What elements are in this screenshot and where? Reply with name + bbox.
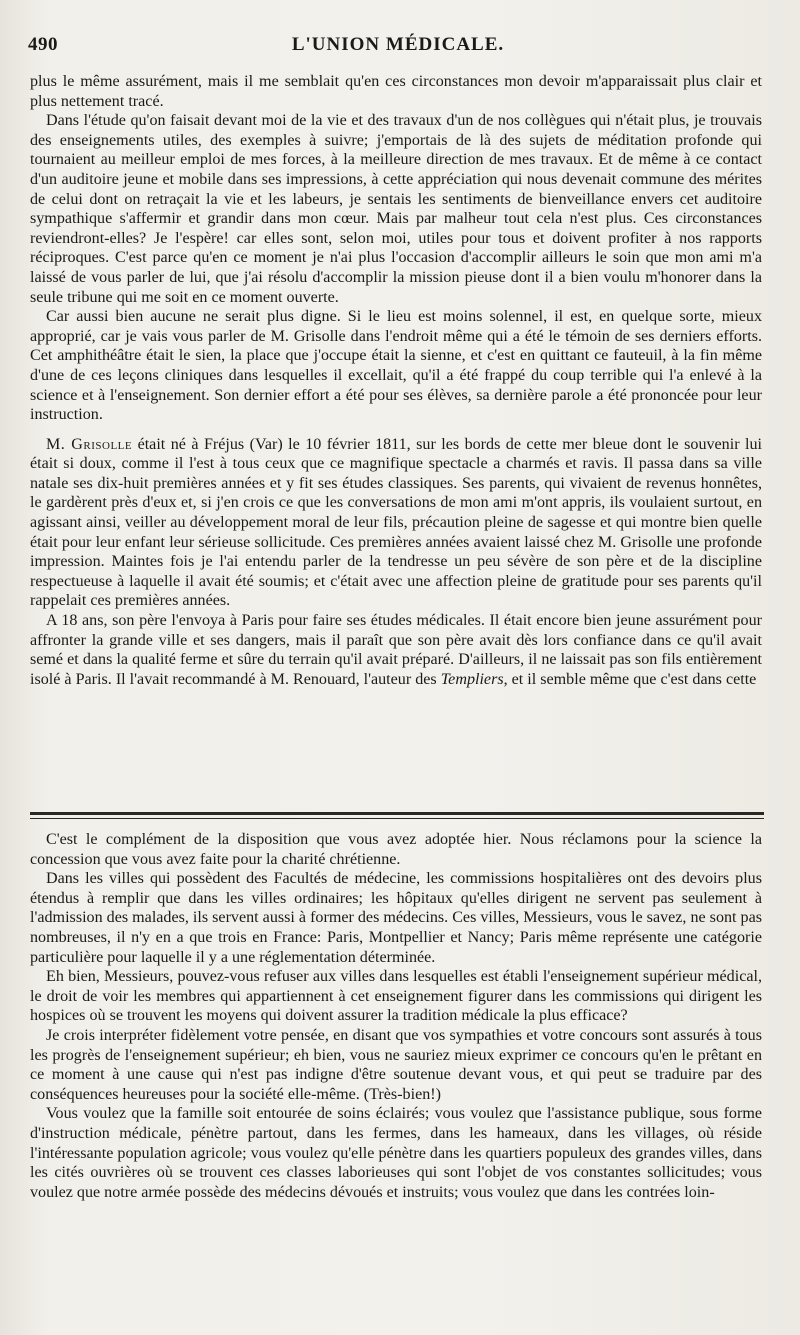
page-header xyxy=(28,34,768,64)
person-name: M. Grisolle xyxy=(46,435,133,453)
article-paragraph xyxy=(30,435,762,611)
feuilleton-body xyxy=(30,830,762,1202)
feuilleton-paragraph: Je crois interpréter fidèlement votre pensée, en disant que vos sympathies et votre concours sont assurés à tous les progrès de l'enseignement supérieur; eh bien, vous ne sauriez mieux exprimer ce concours qu'en le prêtant en ce moment à une cause qui n'est pas indigne d'être soutenue devant vous, et qui peut se traduire par des conséquences heureuses pour la société elle-même. (Très-bien!) xyxy=(30,1026,762,1103)
book-title: Templiers xyxy=(440,670,504,688)
paragraph-text: était né à Fréjus (Var) le 10 février 1811, sur les bords de cette mer bleue dont le souvenir lui était si doux, comme il l'est à tous ceux que ce magnifique spectacle a charmés et ravis. Il passa dans sa ville natale ses dix-huit premières années et y fit ses études classiques. Ses parents, qui vivaient de revenus honnêtes, le gardèrent près d'eux et, si j'en crois ce que les conversations de mon ami m'ont appris, ils voulaient surtout, en agissant ainsi, veiller au développement moral de leur fils, précaution pleine de sagesse et qui montre bien quelle était pour leur enfant leur sérieuse sollicitude. Ces premières années avaient laissé chez M. Grisolle une profonde impression. Maintes fois je l'ai entendu parler de la tendresse un peu sévère de son père et de la discipline respectueuse à laquelle il avait été soumis; et c'était avec une affection pleine de gratitude pour ses parents qu'il rappelait ces premières années. xyxy=(30,435,762,610)
journal-title: L'UNION MÉDICALE. xyxy=(291,34,505,55)
article-paragraph: Dans l'étude qu'on faisait devant moi de la vie et des travaux d'un de nos collègues qui n'était plus, je trouvais des enseignements utiles, des exemples à suivre; j'emportais de là des sujets de méditation profonde qui tournaient au meilleur emploi de mes forces, à la meilleure direction de mes travaux. Et de même à ce contact d'un auditoire jeune et mobile dans ses impressions, à cette appréciation qui nous devenait commune des mérites de celui dont on retraçait la vie et les labeurs, je sentais les sentiments de bienveillance envers cet auditoire sympathique s'affermir et grandir dans mon cœur. Mais par malheur tout cela n'est plus. Ces circonstances reviendront-elles? Je l'espère! car elles sont, selon moi, utiles pour tous et doivent profiter à nos rapports réciproques. C'est parce qu'en ce moment je n'ai plus l'occasion d'accomplir ailleurs le soin que mon ami m'a laissé de vous parler de lui, que j'ai résolu d'accomplir la mission pieuse dont il a bien voulu m'honorer dans la seule tribune qui me soit en ce moment ouverte. xyxy=(30,112,762,306)
article-body xyxy=(30,72,762,689)
article-paragraph: plus le même assurément, mais il me semblait qu'en ces circonstances mon devoir m'apparaissait plus clair et plus nettement tracé. xyxy=(30,73,762,110)
page-number: 490 xyxy=(28,34,58,55)
separator-rule-thick xyxy=(30,812,764,815)
feuilleton-paragraph: Eh bien, Messieurs, pouvez-vous refuser aux villes dans lesquelles est établi l'enseignement supérieur médical, le droit de voir les membres qui appartiennent à cet enseignement figurer dans les commissions qui dirigent les hospices où se trouvent les moyens qui doivent assurer la tradition médicale la plus efficace? xyxy=(30,968,762,1025)
paragraph-text: A 18 ans, son père l'envoya à Paris pour faire ses études médicales. Il était encore bien jeune assurément pour affronter la grande ville et ses dangers, mais il paraît que son père avait dès lors confiance dans ce qu'il avait semé et dans la qualité ferme et sûre du terrain qu'il avait préparé. D'ailleurs, il ne laissait pas son fils entièrement isolé à Paris. Il l'avait recommandé à M. Renouard, l'auteur des xyxy=(30,612,762,688)
feuilleton-paragraph: C'est le complément de la disposition que vous avez adoptée hier. Nous réclamons pour la science la concession que vous avez faite pour la charité chrétienne. xyxy=(30,831,762,868)
paragraph-text: , et il semble même que c'est dans cette xyxy=(503,670,757,688)
article-paragraph: Car aussi bien aucune ne serait plus digne. Si le lieu est moins solennel, il est, en quelque sorte, mieux approprié, car je vais vous parler de M. Grisolle dans l'endroit même qui a été le témoin de ses derniers efforts. Cet amphithéâtre était le sien, la place que j'occupe était la sienne, et c'est en quittant ce fauteuil, à la fin même d'une de ces leçons cliniques dans lesquelles il excellait, qu'il a été frappé du coup terrible qui l'a enlevé à la science et à l'enseignement. Son dernier effort a été pour ses élèves, sa dernière parole a été prononcée pour leur instruction. xyxy=(30,308,762,424)
feuilleton-paragraph: Vous voulez que la famille soit entourée de soins éclairés; vous voulez que l'assistance publique, sous forme d'instruction médicale, pénètre partout, dans les fermes, dans les hameaux, dans les villages, où réside l'intéressante population agricole; vous voulez qu'elle pénètre dans les quartiers populeux des grandes villes, dans les cités ouvrières où se trouvent ces classes laborieuses qui sont l'objet de vos constantes sollicitudes; vous voulez que notre armée possède des médecins dévoués et instruits; vous voulez que dans les contrées loin- xyxy=(30,1105,762,1201)
feuilleton-paragraph: Dans les villes qui possèdent des Facultés de médecine, les commissions hospitalières ont des devoirs plus étendus à remplir que dans les villes ordinaires; les hôpitaux qu'elles dirigent ne servent pas seulement à l'admission des malades, ils servent aussi à former des médecins. Ces villes, Messieurs, vous le savez, ne sont pas nombreuses, il n'y en a que trois en France: Paris, Montpellier et Nancy; Paris même représente une catégorie particulière pour laquelle il y a une réglementation déterminée. xyxy=(30,870,762,966)
separator-rule-thin xyxy=(30,818,764,819)
article-paragraph xyxy=(30,611,762,689)
